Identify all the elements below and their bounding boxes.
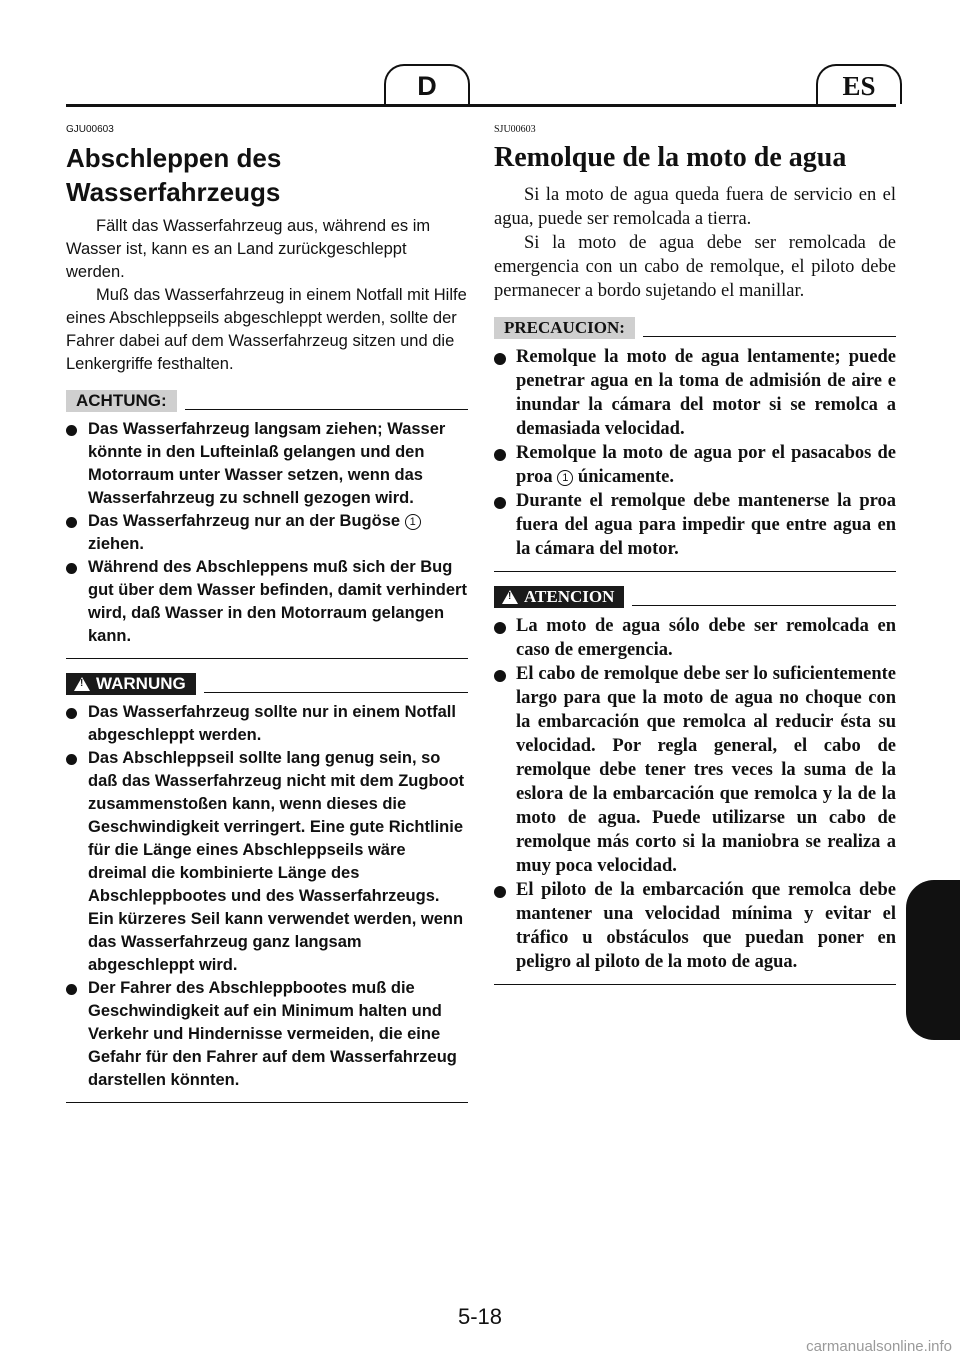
- caution-list: [494, 345, 896, 561]
- list-item: Der Fahrer des Abschleppbootes muß die Geschwindigkeit auf ein Minimum halten und Verkehr und Hindernisse vermeiden, die eine Gefahr für den Fahrer auf dem Wasserfahrzeug darstellen könnten.: [66, 977, 468, 1092]
- list-item: Remolque la moto de agua por el pasacabos de proa 1 únicamente.: [494, 441, 896, 489]
- bullet-icon: [494, 670, 506, 682]
- bullet-icon: [494, 497, 506, 509]
- bullet-icon: [494, 449, 506, 461]
- caution-header: [494, 317, 896, 339]
- language-tab-spanish: ES: [816, 64, 902, 104]
- list-item: La moto de agua sólo debe ser remolcada en caso de emergencia.: [494, 614, 896, 662]
- paragraph: Si la moto de agua queda fuera de servicio en el agua, puede ser remolcada a tierra.: [494, 185, 896, 229]
- german-column: [66, 118, 468, 1115]
- list-item: Durante el remolque debe mantenerse la proa fuera del agua para impedir que entre agua en la cámara del motor.: [494, 489, 896, 561]
- list-item: Das Wasserfahrzeug langsam ziehen; Wasser könnte in den Lufteinlaß gelangen und den Motorraum unter Wasser setzen, wenn das Wasserfahrzeug zu schnell gezogen wird.: [66, 418, 468, 510]
- warning-triangle-icon: [502, 590, 518, 604]
- header-rule: [66, 104, 896, 107]
- list-item: Das Wasserfahrzeug nur an der Bugöse 1 ziehen.: [66, 510, 468, 556]
- bullet-icon: [66, 517, 77, 528]
- page-number: 5-18: [457, 1304, 503, 1329]
- bullet-icon: [494, 886, 506, 898]
- list-item: Das Wasserfahrzeug sollte nur in einem Notfall abgeschleppt werden.: [66, 701, 468, 747]
- caution-badge: PRECAUCION:: [494, 317, 635, 339]
- warning-list: [494, 614, 896, 974]
- section-title: Remolque de la moto de agua: [494, 142, 847, 173]
- section-code: SJU00603: [494, 124, 536, 135]
- warning-badge: ! WARNUNG: [66, 673, 196, 695]
- bullet-icon: [66, 984, 77, 995]
- watermark: carmanualsonline.info: [806, 1338, 952, 1355]
- bullet-icon: [66, 563, 77, 574]
- language-tab-german: D: [384, 64, 470, 104]
- callout-number: 1: [557, 470, 573, 486]
- section-code: GJU00603: [66, 124, 114, 135]
- divider: [66, 658, 468, 659]
- paragraph: Muß das Wasserfahrzeug in einem Notfall mit Hilfe eines Abschleppseils abgeschleppt werden, sollte der Fahrer dabei auf dem Wasserfahrzeug sitzen und die Lenkergriffe festhalten.: [66, 286, 467, 373]
- divider: [494, 984, 896, 985]
- caution-header: [66, 390, 468, 412]
- chapter-tab: [906, 880, 960, 1040]
- section-title: Abschleppen des Wasserfahrzeugs: [66, 143, 282, 207]
- bullet-icon: [66, 754, 77, 765]
- bullet-icon: [494, 353, 506, 365]
- list-item: Das Abschleppseil sollte lang genug sein, so daß das Wasserfahrzeug nicht mit dem Zugboot zusammenstoßen kann, wenn dieses die Geschwindigkeit verringert. Eine gute Richtlinie für die Länge eines Abschleppseils wäre dreimal die kombinierte Länge des Abschleppbootes und des Wasserfahrzeugs. Ein kürzeres Seil kann verwendet werden, wenn das Wasserfahrzeug ganz langsam abgeschleppt wird.: [66, 747, 468, 977]
- divider: [66, 1102, 468, 1103]
- caution-list: [66, 418, 468, 648]
- bullet-icon: [494, 622, 506, 634]
- list-item: Remolque la moto de agua lentamente; puede penetrar agua en la toma de admisión de aire e inundar la cámara del motor si se remolca a demasiada velocidad.: [494, 345, 896, 441]
- list-item: El cabo de remolque debe ser lo suficientemente largo para que la moto de agua no choque con la embarcación que remolca al reducir ésta su velocidad. Por regla general, el cabo de remolque debe tener tres veces la suma de la eslora de la embarcación que remolca y la de la moto de agua. Puede utilizarse un cabo de remolque más corto si la maniobra se realiza a muy poca velocidad.: [494, 662, 896, 878]
- paragraph: Fällt das Wasserfahrzeug aus, während es im Wasser ist, kann es an Land zurückgeschleppt werden.: [66, 217, 431, 281]
- warning-badge: ! ATENCION: [494, 586, 624, 608]
- warning-triangle-icon: [74, 677, 90, 691]
- bullet-icon: [66, 708, 77, 719]
- list-item: El piloto de la embarcación que remolca debe mantener una velocidad mínima y evitar el tráfico u obstáculos que puedan poner en peligro al piloto de la moto de agua.: [494, 878, 896, 974]
- warning-header: [494, 586, 896, 608]
- warning-header: [66, 673, 468, 695]
- caution-badge: ACHTUNG:: [66, 390, 177, 412]
- spanish-column: [494, 118, 896, 997]
- paragraph: Si la moto de agua debe ser remolcada de emergencia con un cabo de remolque, el piloto debe permanecer a bordo sujetando el manillar.: [494, 233, 896, 301]
- divider: [494, 571, 896, 572]
- list-item: Während des Abschleppens muß sich der Bug gut über dem Wasser befinden, damit verhindert wird, daß Wasser in den Motorraum gelangen kann.: [66, 556, 468, 648]
- warning-list: [66, 701, 468, 1092]
- callout-number: 1: [405, 514, 421, 530]
- bullet-icon: [66, 425, 77, 436]
